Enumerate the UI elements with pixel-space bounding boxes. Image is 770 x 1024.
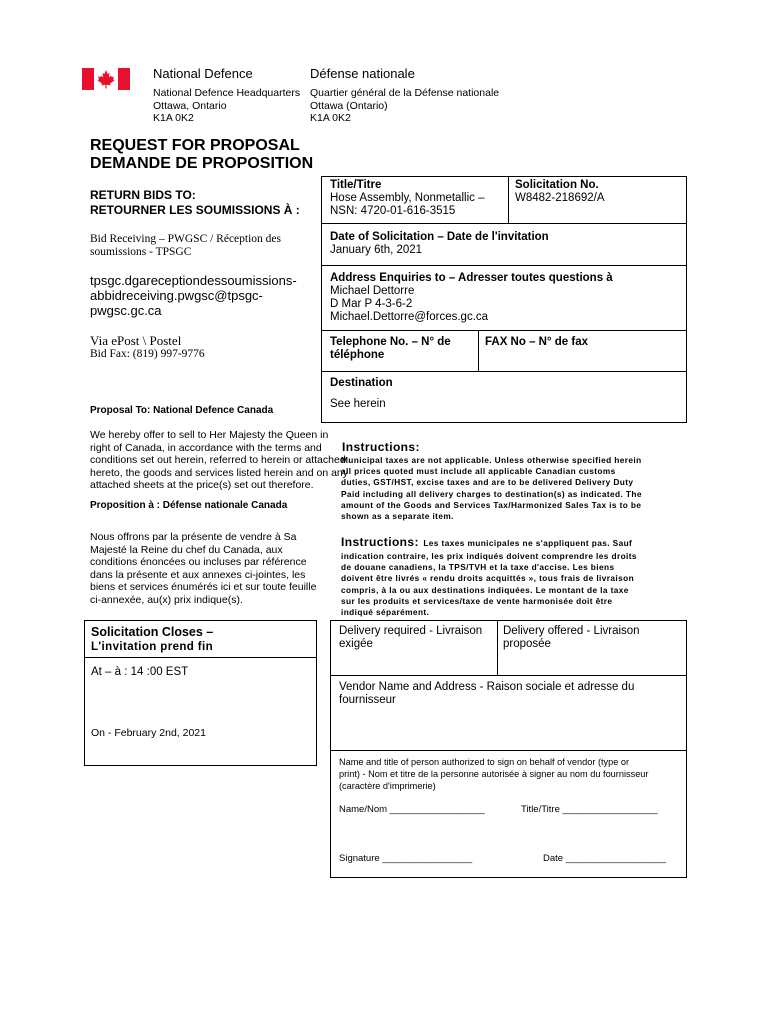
proposition-text: Proposition à : Défense nationale Canada xyxy=(90,500,288,511)
instructions-body-fr: indication contraire, les prix indiqués doivent comprendre les droits de douane canadiens, la TPS/TVH et la taxe d'accise. Les biens doivent être livrés « rendu droits acquittés », tous frais de livraison compris, à la ou aux destinations indiquées. Le montant de la taxe sur les produits et services/taxe de vente harmonisée doit être indiqué séparément. xyxy=(341,551,637,618)
title-en: REQUEST FOR PROPOSAL xyxy=(90,137,300,154)
instructions-body-fr-first: Les taxes municipales ne s'appliquent pas. Sauf xyxy=(423,538,633,548)
fax-cell xyxy=(485,336,680,349)
date-label: Date of Solicitation – Date de l'invitation xyxy=(330,231,549,243)
date-field[interactable]: Date ___________________ xyxy=(543,853,667,864)
destination-value: See herein xyxy=(330,398,386,410)
authorized-person-text: Name and title of person authorized to sign on behalf of vendor (type or print) - Nom et titre de la personne autorisée à signer au nom du fournisseur (caractère d'imprimerie) xyxy=(339,757,649,791)
org-name-en: National Defence xyxy=(153,66,253,81)
delivery-required: Delivery required - Livraison exigée xyxy=(339,625,483,650)
address-cell xyxy=(330,272,680,324)
address-fr: Quartier général de la Défense nationale Ottawa (Ontario) K1A 0K2 xyxy=(310,87,500,124)
destination-cell xyxy=(330,377,680,411)
phone-cell xyxy=(330,336,475,362)
instructions-heading-fr: Instructions: xyxy=(341,535,419,549)
title-cell xyxy=(330,179,505,218)
address-en: National Defence Headquarters Ottawa, Ontario K1A 0K2 xyxy=(153,87,301,124)
divider xyxy=(497,621,498,675)
via-epost-text: Via ePost \ Postel xyxy=(90,333,182,348)
solicitation-info-box xyxy=(321,176,687,423)
date-value: January 6th, 2021 xyxy=(330,244,423,256)
phone-label: Telephone No. – N° de téléphone xyxy=(330,336,451,361)
name-field[interactable]: Name/Nom __________________ xyxy=(339,804,485,815)
closing-time: At – à : 14 :00 EST xyxy=(91,666,189,678)
bid-receiving-text: Bid Receiving – PWGSC / Réception des soumissions - TPSGC xyxy=(90,233,282,258)
divider xyxy=(85,657,316,658)
vendor-name-address: Vendor Name and Address - Raison sociale et adresse du fournisseur xyxy=(339,681,635,706)
offer-text-en: We hereby offer to sell to Her Majesty the Queen in right of Canada, in accordance with the terms and conditions set out herein, referred to herein or attached hereto, the goods and services listed herein and on any attached sheets at the price(s) set out therefore. xyxy=(90,429,349,491)
closing-date: On - February 2nd, 2021 xyxy=(91,727,206,739)
divider xyxy=(331,675,686,676)
instructions-heading-en: Instructions: xyxy=(342,440,420,454)
divider xyxy=(331,750,686,751)
instructions-fr-block xyxy=(341,533,691,618)
divider xyxy=(322,223,686,224)
divider xyxy=(508,177,509,223)
vendor-box xyxy=(330,620,687,878)
doc-title xyxy=(90,137,313,173)
divider xyxy=(322,265,686,266)
bid-email-text: tpsgc.dgareceptiondessoumissions- abbidreceiving.pwgsc@tpsgc- pwgsc.gc.ca xyxy=(90,273,297,318)
solicitation-value: W8482-218692/A xyxy=(515,192,605,204)
return-bids-label: RETURN BIDS TO: RETOURNER LES SOUMISSIONS À : xyxy=(90,188,300,217)
canada-flag-icon xyxy=(82,68,130,90)
org-name-fr: Défense nationale xyxy=(310,66,415,81)
divider xyxy=(478,330,479,371)
title-fr: DEMANDE DE PROPOSITION xyxy=(90,155,314,172)
address-value: Michael Dettorre D Mar P 4-3-6-2 Michael.Dettorre@forces.gc.ca xyxy=(330,285,489,323)
instructions-body-en: Municipal taxes are not applicable. Unless otherwise specified herein all prices quoted must include all applicable Canadian customs duties, GST/HST, excise taxes and are to be delivered Delivery Duty Paid including all delivery charges to destination(s) as indicated. The amount of the Goods and Services Tax/Harmonized Sales Tax is to be shown as a separate item. xyxy=(341,455,642,522)
solicitation-label: Solicitation No. xyxy=(515,179,599,191)
fax-label: FAX No – N° de fax xyxy=(485,336,589,348)
title-field[interactable]: Title/Titre __________________ xyxy=(521,804,658,815)
divider xyxy=(322,371,686,372)
delivery-offered: Delivery offered - Livraison proposée xyxy=(503,625,640,650)
title-value: Hose Assembly, Nonmetallic – NSN: 4720-01-616-3515 xyxy=(330,192,485,217)
divider xyxy=(322,330,686,331)
closing-heading-fr: L'invitation prend fin xyxy=(91,641,214,653)
signature-field[interactable]: Signature _________________ xyxy=(339,853,473,864)
title-label: Title/Titre xyxy=(330,179,382,191)
closing-box xyxy=(84,620,317,766)
address-label: Address Enquiries to – Adresser toutes questions à xyxy=(330,272,613,284)
bid-fax-text: Bid Fax: (819) 997-9776 xyxy=(90,348,205,360)
date-cell xyxy=(330,231,680,257)
closing-heading xyxy=(91,625,311,654)
solicitation-cell xyxy=(515,179,680,205)
proposal-to-text: Proposal To: National Defence Canada xyxy=(90,405,274,416)
destination-label: Destination xyxy=(330,377,393,389)
offer-text-fr: Nous offrons par la présente de vendre à Sa Majesté la Reine du chef du Canada, aux conditions énoncées ou incluses par référence dans la présente et aux annexes ci-jointes, les biens et services énumérés ici et sur toute feuille ci-annexée, au(x) prix indique(s). xyxy=(90,531,317,606)
closing-heading-en: Solicitation Closes – xyxy=(91,625,214,639)
